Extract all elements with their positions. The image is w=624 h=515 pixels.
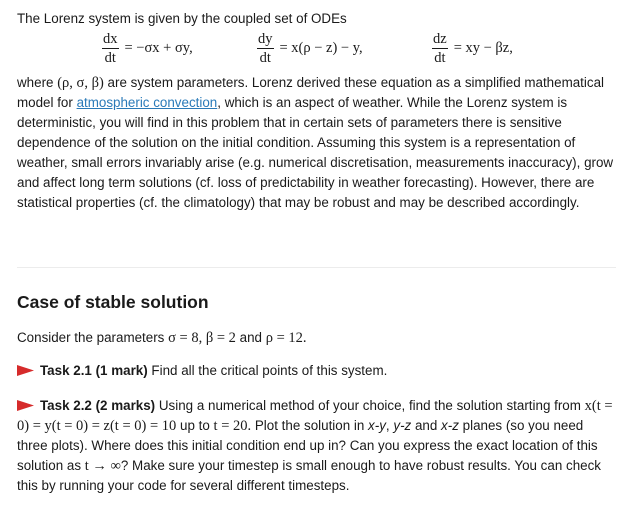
intro-paragraph: where (ρ, σ, β) are system parameters. Lorenz derived these equation as a simplified mathematical model for atmospheric convection, which is an aspect of weather. While the Lorenz system is deterministic, you will find in this problem that in certain sets of parameters there is sensitive dependence of the solution on the initial condition. Assuming this system is a representation of weather, small errors invariably arise (e.g. numerical discretisation, measurements inaccuracy), grow and affect long term solutions (cf. loss of predictability in weather forecasting). However, there are statistical properties (cf. the climatology) that may be robust and may be described accordingly. bbox=[17, 75, 614, 210]
section-divider bbox=[17, 267, 616, 268]
atmospheric-convection-link[interactable]: atmospheric convection bbox=[76, 95, 218, 110]
intro-section bbox=[17, 9, 617, 213]
equation-dx: $\frac{dx}{dt}$ = −σx + σy, bbox=[103, 31, 193, 66]
task-2-2: Task 2.2 (2 marks) Using a numerical method of your choice, find the solution starting from x(t = 0) = y(t = 0) = z(t = 0) = 10 up to t = 20. Plot the solution in x-y, y-z and x-z planes (so you need three plots). Where does this initial condition end up in? Can you express the exact location of this solution as t → ∞? Make sure your timestep is small enough to have robust results. You can check this by running your code for several different timesteps. bbox=[17, 398, 613, 493]
ode-equations bbox=[17, 29, 617, 73]
section-title: Case of stable solution bbox=[17, 292, 209, 312]
task-2-1: Task 2.1 (1 mark) Find all the critical points of this system. bbox=[17, 361, 617, 381]
red-flag-icon bbox=[17, 400, 34, 411]
equation-dy: $\frac{dy}{dt}$ = x(ρ − z) − y, bbox=[258, 31, 363, 66]
intro-lead: The Lorenz system is given by the coupled set of ODEs bbox=[17, 11, 347, 26]
parameters-line: Consider the parameters σ = 8, β = 2 and ρ = 12. bbox=[17, 330, 307, 346]
red-flag-icon bbox=[17, 365, 34, 376]
equation-dz: $\frac{dz}{dt}$ = xy − βz, bbox=[433, 31, 513, 66]
